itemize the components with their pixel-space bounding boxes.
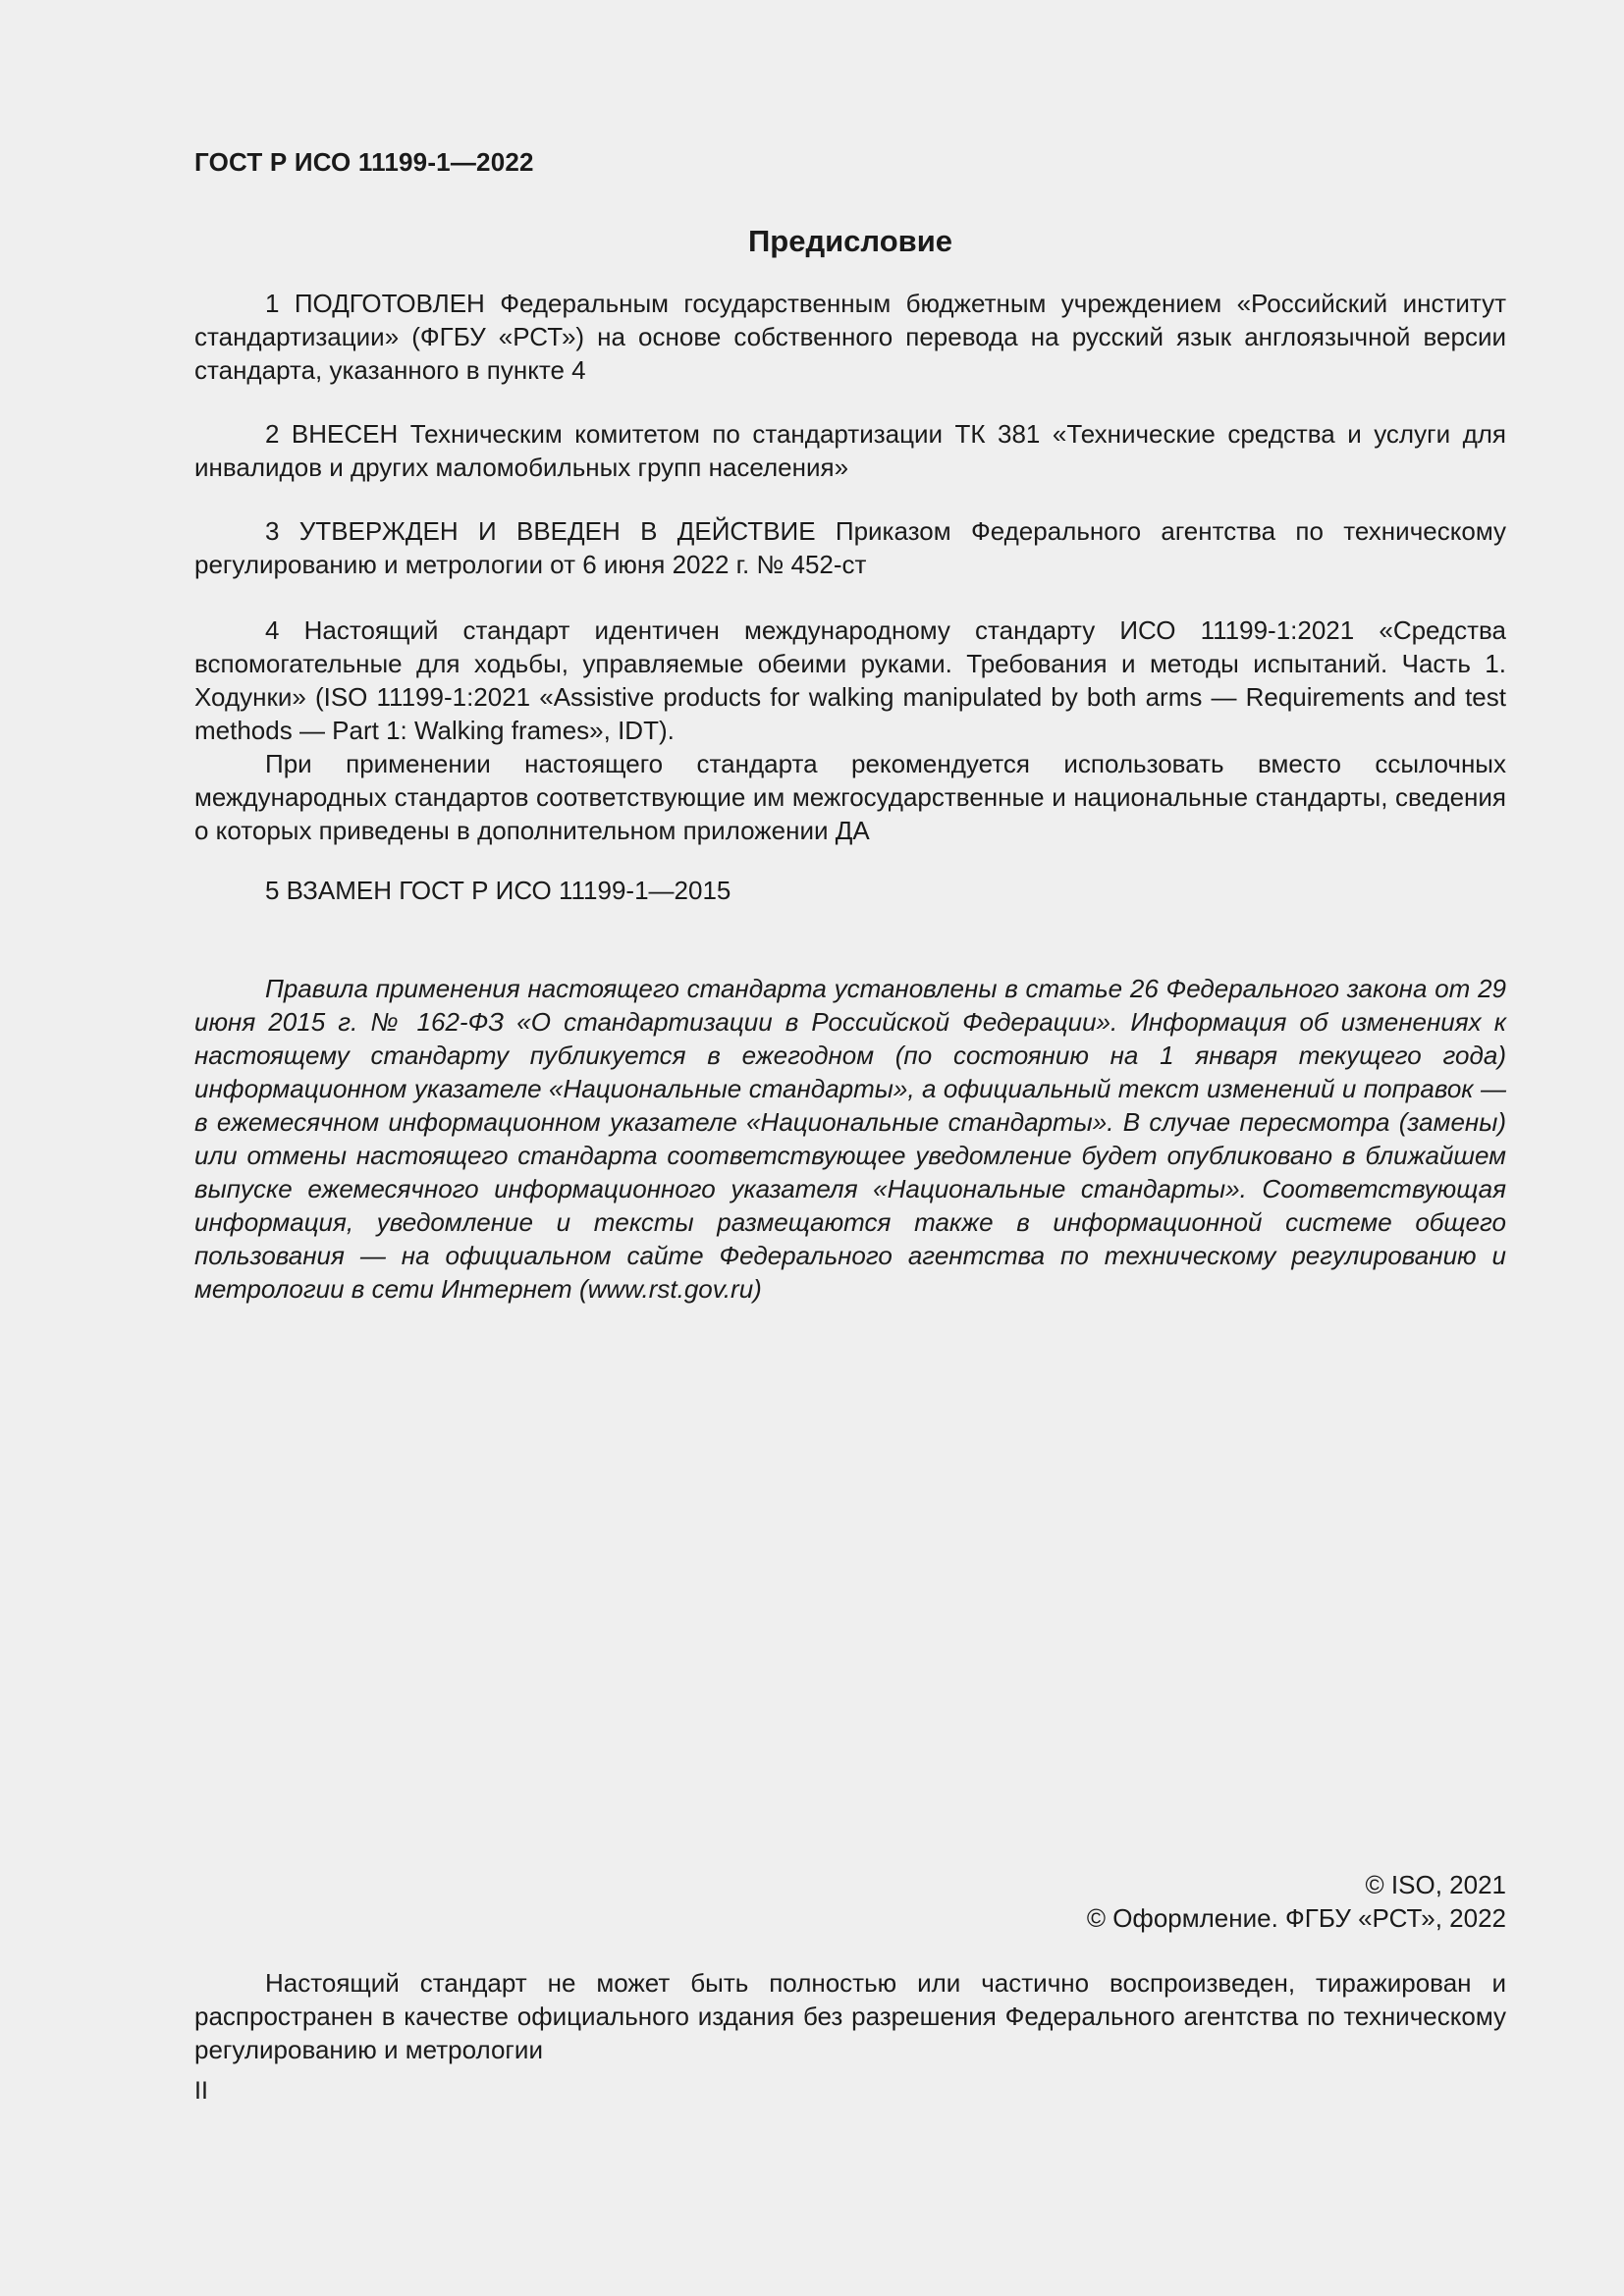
paragraph-text: 5 ВЗАМЕН ГОСТ Р ИСО 11199-1—2015	[265, 876, 731, 905]
paragraph-introduced-by	[194, 417, 1506, 484]
paragraph-text: 1 ПОДГОТОВЛЕН Федеральным государственным бюджетным учреждением «Российский институт стандартизации» (ФГБУ «РСТ») на основе собственного перевода на русский язык англоязычной версии стандарта, указанного в пункте 4	[194, 289, 1506, 385]
paragraph-text: 4 Настоящий стандарт идентичен международному стандарту ИСО 11199-1:2021 «Средства вспомогательные для ходьбы, управляемые обеими руками. Требования и методы испытаний. Часть 1. Ходунки» (ISO 11199-1:2021 «Assistive products for walking manipulated by both arms — Requirements and test methods — Part 1: Walking frames», IDT).	[194, 615, 1506, 745]
copyright-design: © Оформление. ФГБУ «РСТ», 2022	[1086, 1903, 1506, 1933]
paragraph-prepared-by	[194, 287, 1506, 387]
document-code: ГОСТ Р ИСО 11199-1—2022	[194, 147, 534, 177]
paragraph-text: При применении настоящего стандарта рекомендуется использовать вместо ссылочных международных стандартов соответствующие им межгосударственные и национальные стандарты, сведения о которых приведены в дополнительном приложении ДА	[194, 749, 1506, 845]
paragraph-identical-standard	[194, 614, 1506, 847]
paragraph-text: 2 ВНЕСЕН Техническим комитетом по стандартизации ТК 381 «Технические средства и услуги для инвалидов и других маломобильных групп населения»	[194, 419, 1506, 482]
paragraph-replaces	[194, 874, 1506, 907]
paragraph-reproduction-notice	[194, 1966, 1506, 2066]
paragraph-approved	[194, 514, 1506, 581]
document-page	[194, 0, 1506, 2296]
page-number: II	[194, 2077, 208, 2105]
paragraph-text: 3 УТВЕРЖДЕН И ВВЕДЕН В ДЕЙСТВИЕ Приказом Федерального агентства по техническому регулированию и метрологии от 6 июня 2022 г. № 452-ст	[194, 516, 1506, 579]
copyright-block	[1087, 1868, 1506, 1935]
page-title: Предисловие	[747, 224, 952, 258]
paragraph-application-rules	[194, 972, 1506, 1306]
paragraph-text: Настоящий стандарт не может быть полностью или частично воспроизведен, тиражирован и распространен в качестве официального издания без разрешения Федерального агентства по техническому регулированию и метрологии	[194, 1968, 1506, 2064]
copyright-iso: © ISO, 2021	[1365, 1870, 1506, 1899]
paragraph-text: Правила применения настоящего стандарта установлены в статье 26 Федерального закона от 29 июня 2015 г. № 162-ФЗ «О стандартизации в Российской Федерации». Информация об изменениях к настоящему стандарту публикуется в ежегодном (по состоянию на 1 января текущего года) информационном указателе «Национальные стандарты», а официальный текст изменений и поправок — в ежемесячном информационном указателе «Национальные стандарты». В случае пересмотра (замены) или отмены настоящего стандарта соответствующее уведомление будет опубликовано в ближайшем выпуске ежемесячного информационного указателя «Национальные стандарты». Соответствующая информация, уведомление и тексты размещаются также в информационной системе общего пользования — на официальном сайте Федерального агентства по техническому регулированию и метрологии в сети Интернет (www.rst.gov.ru)	[194, 974, 1506, 1304]
